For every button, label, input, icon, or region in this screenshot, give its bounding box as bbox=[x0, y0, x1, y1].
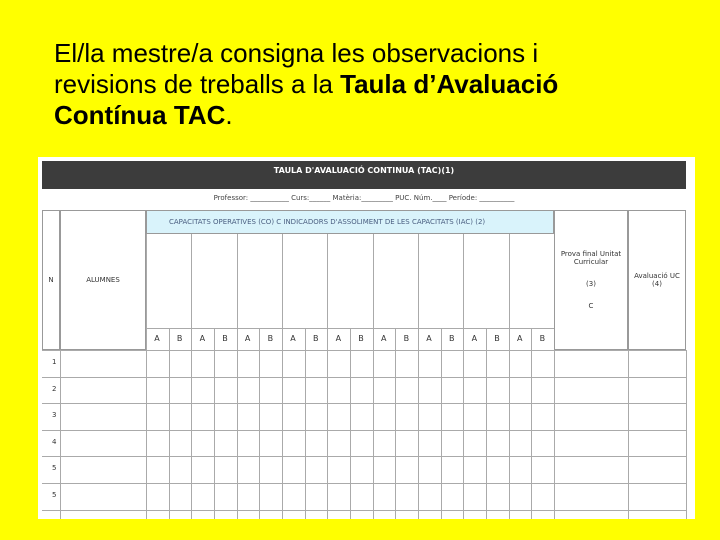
table-column-line bbox=[628, 350, 629, 519]
ab-label: B bbox=[494, 334, 500, 343]
row-number: 5 bbox=[52, 464, 57, 473]
table-meta: Professor: ___________ Curs:______ Matèria:_________ PUC. Núm.____ Període: __________ bbox=[213, 194, 515, 202]
table-grid bbox=[42, 210, 686, 519]
table-row-line bbox=[42, 377, 686, 378]
ab-column-line bbox=[441, 328, 442, 519]
header-n: N bbox=[42, 210, 60, 350]
row-number: 3 bbox=[52, 411, 57, 420]
header-capacitats: CAPACITATS OPERATIVES (CO) C INDICADORS D'ASSOLIMENT DE LES CAPACITATS (IAC) (2) bbox=[146, 210, 554, 234]
ab-column-line bbox=[259, 328, 260, 519]
ab-label: A bbox=[335, 334, 342, 343]
table-column-line bbox=[554, 350, 555, 519]
table-column-line bbox=[146, 350, 147, 519]
ab-label: B bbox=[312, 334, 319, 343]
row-number: 2 bbox=[52, 384, 57, 393]
ab-row-line bbox=[146, 328, 554, 329]
header-prova-final bbox=[554, 210, 628, 350]
header-alumnes: ALUMNES bbox=[60, 210, 146, 350]
table-row-line bbox=[42, 483, 686, 484]
header-avaluacio-uc: Avaluació UC (4) bbox=[628, 210, 686, 350]
slide-text-line1: El/la mestre/a consigna les observacions i bbox=[54, 38, 539, 68]
ab-label: A bbox=[426, 334, 432, 343]
ab-label: A bbox=[244, 334, 251, 343]
slide-text-line3-bold: Contínua TAC bbox=[54, 100, 226, 130]
table-title: TAULA D'AVALUACIÓ CONTINUA (TAC)(1) bbox=[42, 161, 686, 189]
tac-table-image bbox=[38, 157, 695, 519]
slide-text-line2-regular: revisions de treballs a la bbox=[54, 69, 341, 99]
ab-column-line bbox=[305, 328, 306, 519]
slide-text-line3 bbox=[54, 100, 694, 131]
ab-label: A bbox=[471, 334, 478, 343]
table-column-line bbox=[686, 350, 687, 519]
row-number: 1 bbox=[52, 358, 57, 366]
ab-column-line bbox=[531, 328, 532, 519]
ab-label: A bbox=[516, 334, 523, 343]
table-row-line bbox=[42, 510, 686, 511]
ab-label: A bbox=[154, 334, 160, 343]
ab-column-line bbox=[395, 328, 396, 519]
ab-label: B bbox=[358, 334, 364, 343]
row-number: 4 bbox=[52, 437, 57, 446]
row-number: 5 bbox=[52, 491, 57, 499]
table-row-line bbox=[42, 350, 686, 351]
ab-column-line bbox=[486, 328, 487, 519]
slide-text-line3-end: . bbox=[225, 100, 233, 130]
header-prova-note: (3) bbox=[586, 280, 596, 288]
table-column-line bbox=[60, 350, 61, 519]
ab-label: B bbox=[403, 334, 410, 343]
slide-text bbox=[54, 38, 694, 131]
ab-label: B bbox=[267, 334, 274, 343]
table-row-line bbox=[42, 403, 686, 404]
ab-label: B bbox=[539, 334, 546, 343]
ab-label: A bbox=[380, 334, 387, 343]
ab-column-line bbox=[214, 328, 215, 519]
ab-label: B bbox=[222, 334, 228, 343]
table-row-line bbox=[42, 430, 686, 431]
ab-column-line bbox=[350, 328, 351, 519]
ab-column-line bbox=[169, 328, 170, 519]
table-row-line bbox=[42, 456, 686, 457]
slide-text-line2 bbox=[54, 69, 694, 100]
ab-label: B bbox=[448, 334, 455, 343]
ab-label: B bbox=[176, 334, 183, 343]
header-prova-label: Prova final Unitat Curricular bbox=[560, 250, 622, 266]
ab-label: A bbox=[290, 334, 296, 343]
header-prova-c: C bbox=[588, 302, 594, 310]
ab-label: A bbox=[199, 334, 206, 343]
slide-text-line2-bold: Taula d’Avaluació bbox=[340, 69, 559, 99]
